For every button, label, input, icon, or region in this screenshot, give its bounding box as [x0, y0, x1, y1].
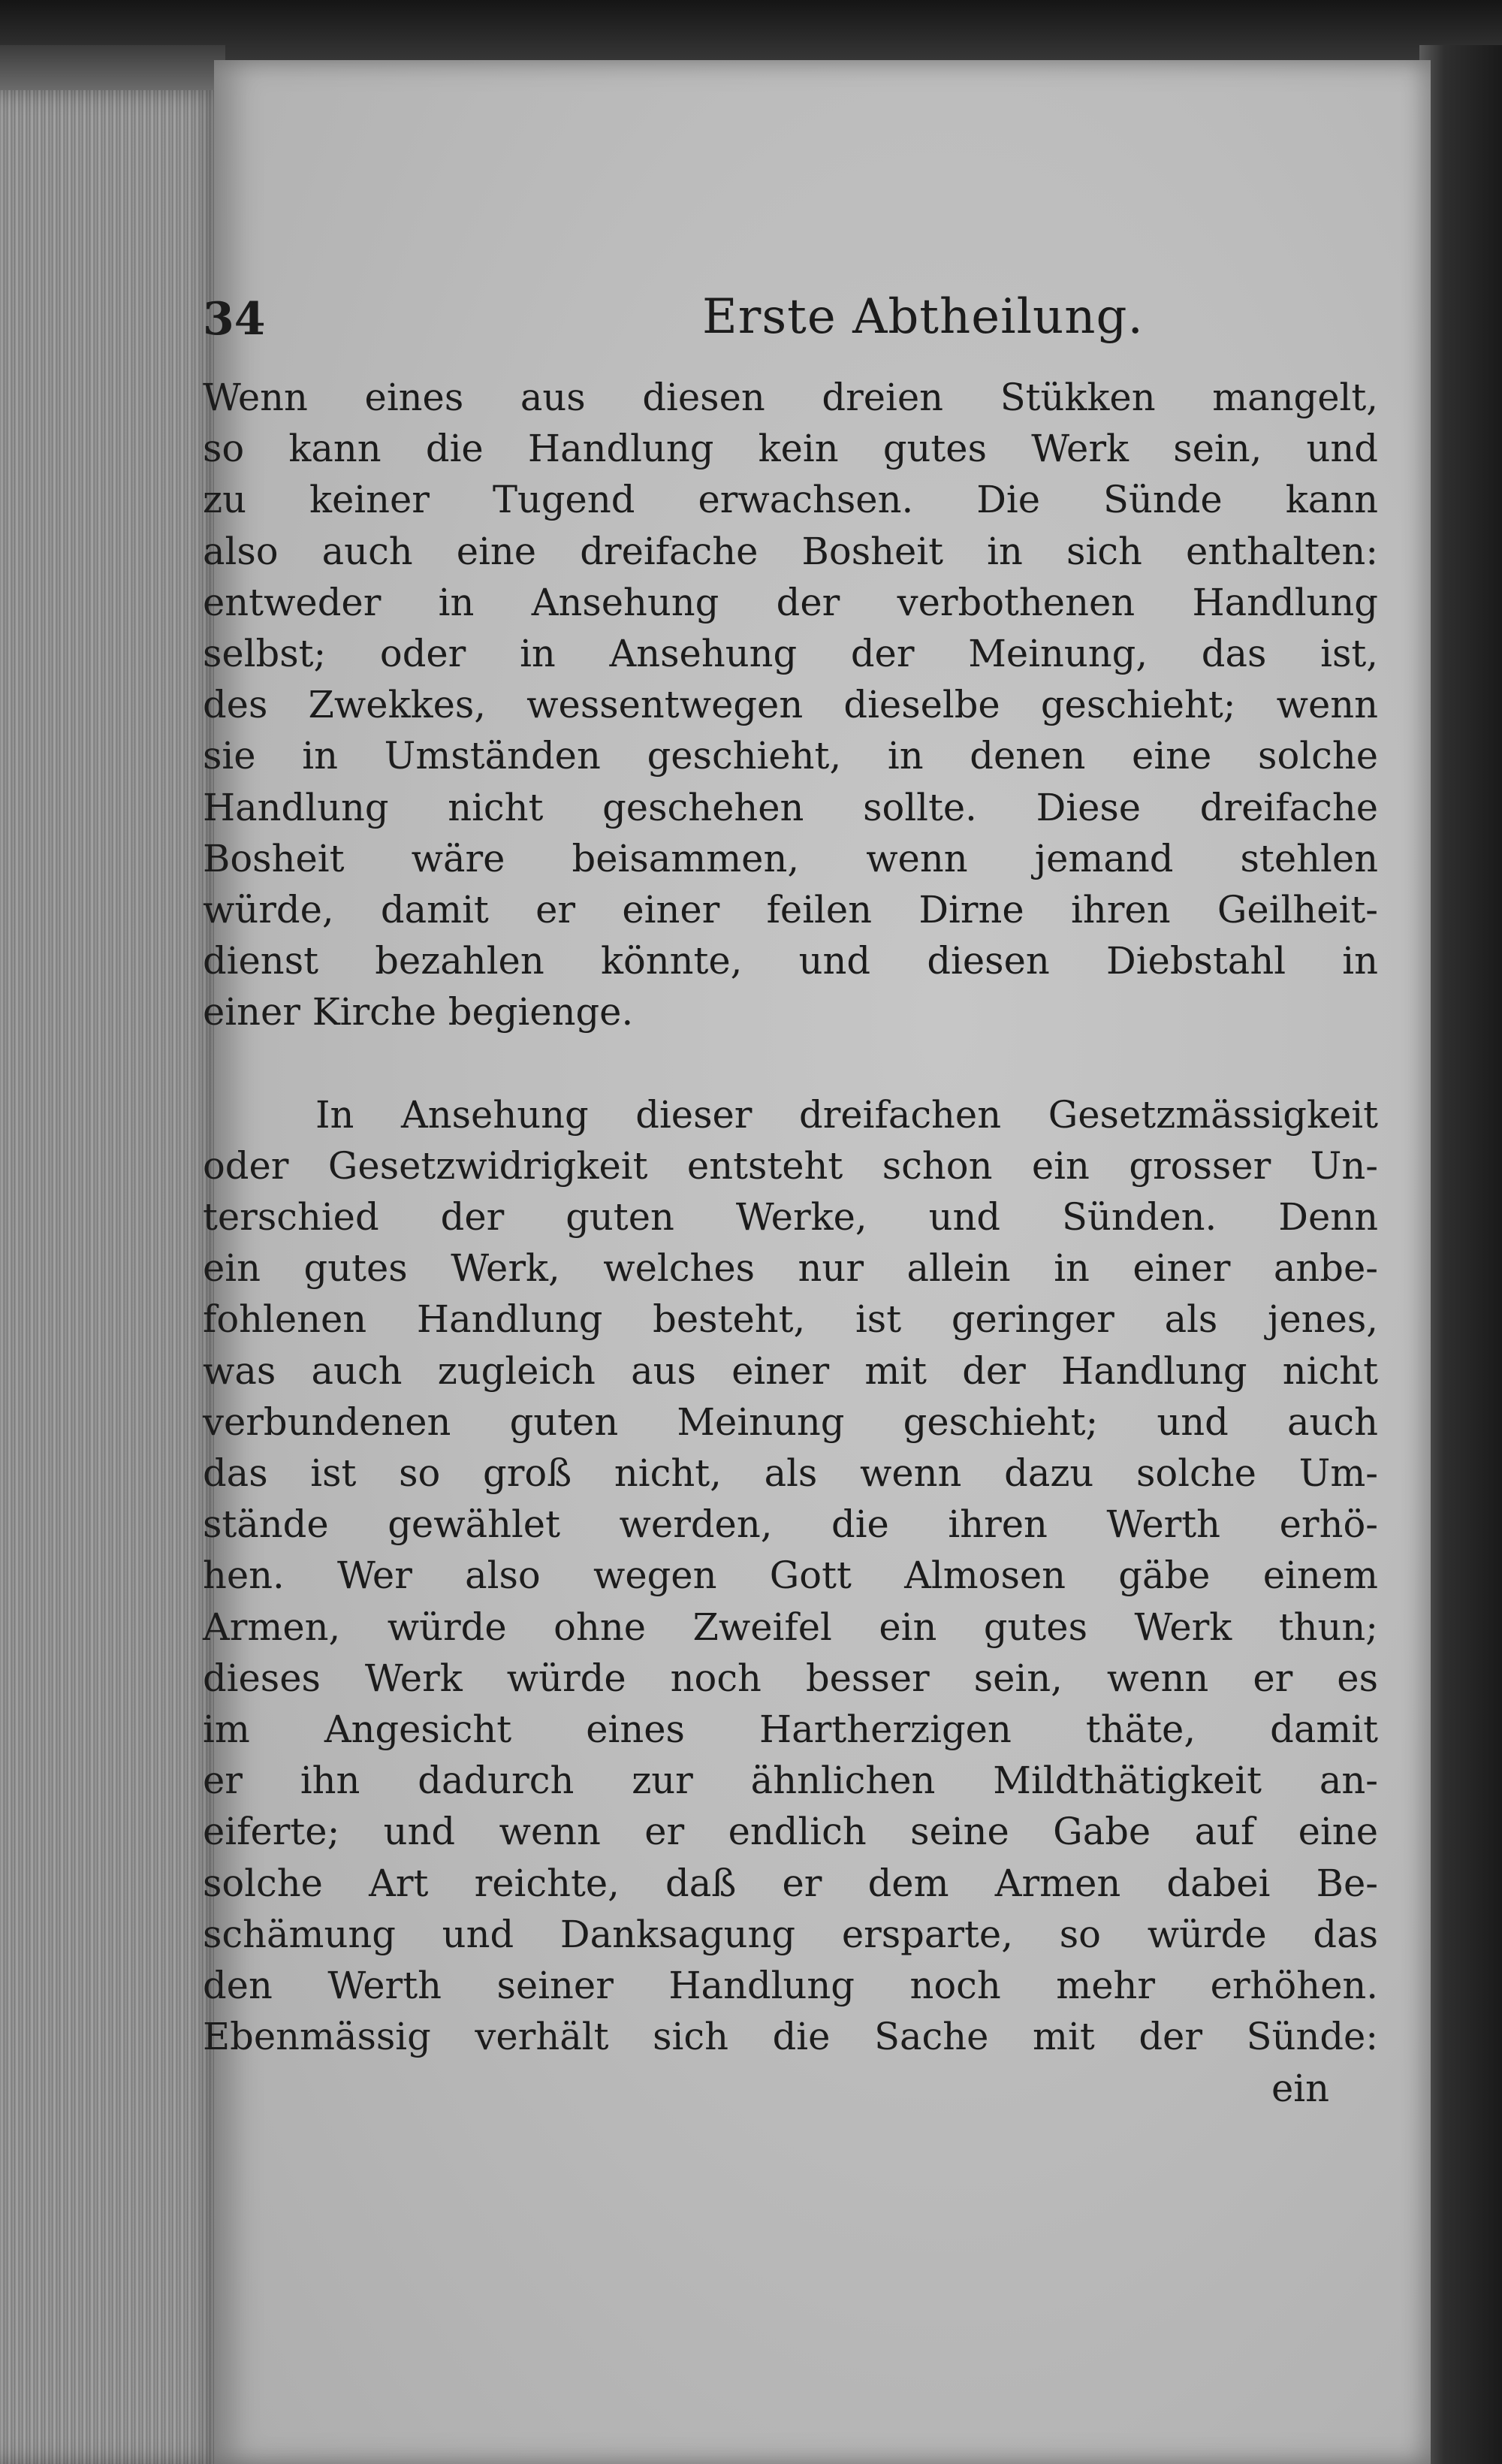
- text-line: stände gewählet werden, die ihren Werth erhö-: [203, 1502, 1378, 1547]
- text-line: den Werth seiner Handlung noch mehr erhöhen.: [203, 1964, 1378, 2008]
- text-line: also auch eine dreifache Bosheit in sich enthalten:: [203, 529, 1378, 573]
- text-line: terschied der guten Werke, und Sünden. Denn: [203, 1195, 1378, 1240]
- text-line: Handlung nicht geschehen sollte. Diese dreifache: [203, 785, 1378, 829]
- text-line: hen. Wer also wegen Gott Almosen gäbe einem: [203, 1554, 1378, 1598]
- text-line: Armen, würde ohne Zweifel ein gutes Werk thun;: [203, 1605, 1378, 1649]
- catchword: ein: [1271, 2066, 1329, 2110]
- text-line: In Ansehung dieser dreifachen Gesetzmässigkeit: [315, 1092, 1378, 1137]
- scan-background-top: [0, 0, 1502, 68]
- right-gutter: [1419, 45, 1502, 2464]
- text-line: dienst bezahlen könnte, und diesen Diebstahl in: [203, 939, 1378, 983]
- text-line: selbst; oder in Ansehung der Meinung, das ist,: [203, 632, 1378, 676]
- paragraph-1: [203, 372, 1378, 1038]
- text-line: einer Kirche begienge.: [203, 990, 634, 1034]
- text-line: solche Art reichte, daß er dem Armen dabei Be-: [203, 1861, 1378, 1905]
- text-line: im Angesicht eines Hartherzigen thäte, damit: [203, 1708, 1378, 1752]
- text-line: des Zwekkes, wessentwegen dieselbe geschieht; wenn: [203, 683, 1378, 727]
- page-number: 34: [203, 293, 266, 346]
- text-line: so kann die Handlung kein gutes Werk sein, und: [203, 427, 1378, 471]
- text-line: schämung und Danksagung ersparte, so würde das: [203, 1912, 1378, 1956]
- text-line: zu keiner Tugend erwachsen. Die Sünde kann: [203, 478, 1378, 522]
- text-line: oder Gesetzwidrigkeit entsteht schon ein grosser Un-: [203, 1143, 1378, 1188]
- text-line: Wenn eines aus diesen dreien Stükken mangelt,: [203, 376, 1378, 419]
- text-line: eiferte; und wenn er endlich seine Gabe auf eine: [203, 1810, 1378, 1854]
- text-line: entweder in Ansehung der verbothenen Handlung: [203, 580, 1378, 624]
- page-text-block: [203, 289, 1378, 2114]
- text-line: fohlenen Handlung besteht, ist geringer als jenes,: [203, 1297, 1378, 1342]
- running-head: [203, 289, 1378, 372]
- text-line: ein gutes Werk, welches nur allein in einer anbe-: [203, 1246, 1378, 1291]
- text-line: das ist so groß nicht, als wenn dazu solche Um-: [203, 1451, 1378, 1496]
- text-line: Bosheit wäre beisammen, wenn jemand stehlen: [203, 836, 1378, 880]
- page-edges-stack: [0, 90, 225, 2464]
- text-line: was auch zugleich aus einer mit der Handlung nicht: [203, 1348, 1378, 1393]
- running-title: Erste Abtheilung.: [702, 289, 1144, 345]
- text-line: er ihn dadurch zur ähnlichen Mildthätigkeit an-: [203, 1759, 1378, 1803]
- text-line: sie in Umständen geschieht, in denen eine solche: [203, 734, 1378, 778]
- text-line: würde, damit er einer feilen Dirne ihren Geilheit-: [203, 888, 1378, 932]
- text-line: verbundenen guten Meinung geschieht; und auch: [203, 1400, 1378, 1444]
- text-line: Ebenmässig verhält sich die Sache mit der Sünde:: [203, 2015, 1378, 2059]
- text-line: dieses Werk würde noch besser sein, wenn er es: [203, 1656, 1378, 1700]
- paragraph-2: [203, 1089, 1378, 2063]
